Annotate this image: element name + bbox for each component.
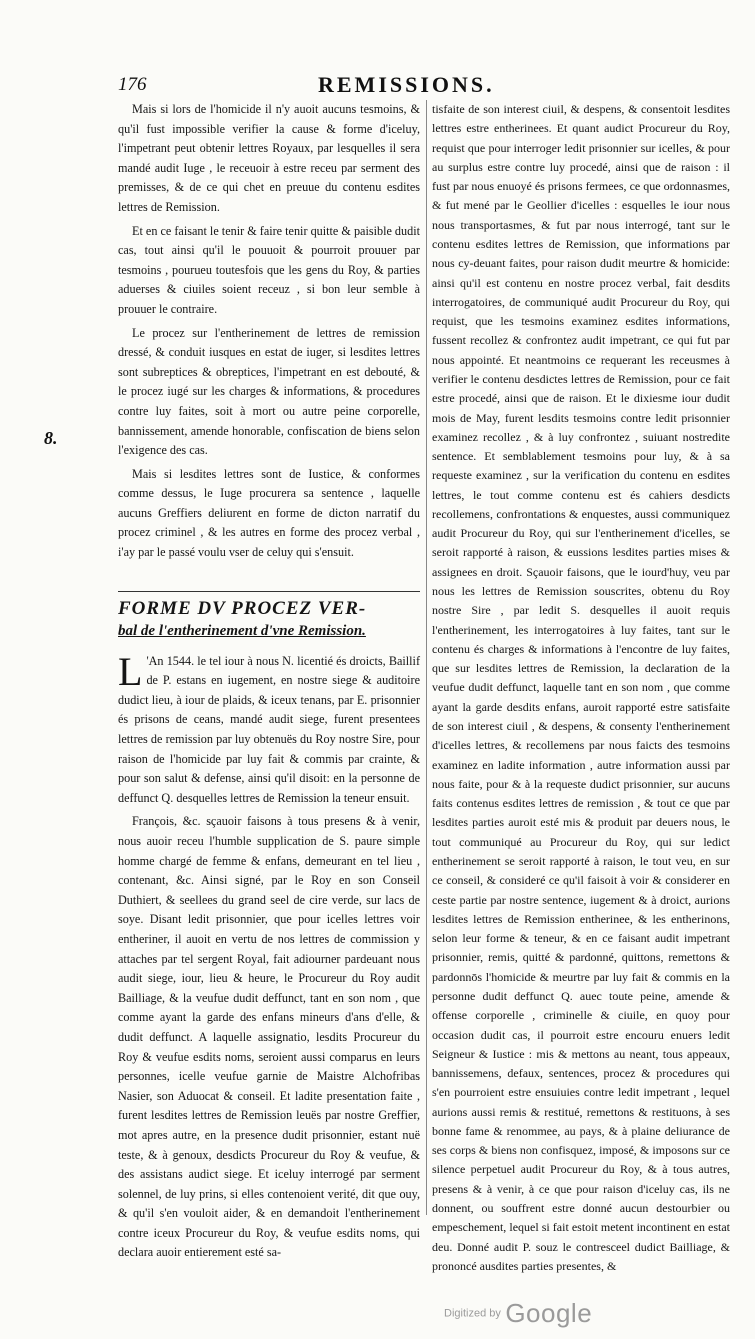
paragraph: François, &c. sçauoir faisons à tous presens & à venir, nous auoir receu l'humble supplication de S. paure simple homme chargé de femme & enfans, demeurant en tel lieu , contenant, &c. Ainsi signé, par le Roy en son Conseil Duthiert, & seellees du grand seel de cire verde, sur lacs de soye. Disant ledit prisonnier, que pour icelles lettres voir entheriner, il auoit en vertu de nos lettres de commission y attaches par tel sergent Royal, fait adiourner pardeuant nous audit siege, iour, lieu & heure, le Procureur du Roy audit Bailliage, & la veufue dudit deffunct, tant en son nom , que comme ayant la garde des enfans mineurs d'ans d'elle, & dudit deffunct. A laquelle assignatio, lesdits Procureur du Roy & veufue esdits noms, seroient aussi comparus en leurs personnes, icelle veufue garnie de Maistre Alchofribas Nasier, son Aduocat & conseil. Et ladite presentation faite , furent lesdites lettres de Remission leuës par nostre Greffier, mot apres autre, en la presence dudit prisonnier, estant nuë teste, & à genoux, desdicts Procureur du Roy & veufue, & des assistans audict siege. Et iceluy interrogé par serment solennel, de luy prins, si elles contenoient verité, dit que ouy, & qu'il s'en vouloit aider, & en demandoit l'entherinement contre iceux Procureur du Roy, & veufue esdits noms, qui declara auoir entierement esté sa- — [118, 814, 420, 1260]
running-title: REMISSIONS. — [318, 72, 495, 97]
margin-note: 8. — [44, 428, 58, 448]
paragraph: Mais si lors de l'homicide il n'y auoit aucuns tesmoins, & qu'il fust impossible verifier la cause & forme d'iceluy, l'impetrant peut obtenir lettres Royaux, par lesquelles il sera mandé audit Iuge , le receuoir à estre receu par serment des premisses, & de ce qui chet en preuue du contenu esdites lettres de Remission. — [118, 102, 420, 214]
digitized-watermark — [444, 1298, 592, 1329]
section-divider — [118, 591, 420, 592]
page-number: 176 — [118, 74, 147, 95]
section-subheading — [118, 620, 420, 642]
section-heading: FORME DV PROCEZ VER- — [118, 597, 367, 619]
section-subheading-text: bal de l'entherinement d'vne Remission. — [118, 622, 366, 639]
paragraph: Le procez sur l'entherinement de lettres de remission dressé, & conduit iusques en estat de iuger, si lesdites lettres sont subreptices & obreptices, l'impetrant en est debouté, & le procez iugé sur les charges & informations, & procedures contre luy faites, soit à mort ou autre peine corporelle, bannissement, amende honorable, confiscation de biens selon l'exigence des cas. — [118, 325, 420, 458]
watermark-caption: Digitized by — [444, 1307, 501, 1320]
paragraph: tisfaite de son interest ciuil, & despens, & consentoit lesdites lettres estre entherinees. Et quant audict Procureur du Roy, requist que pour interroger ledit prisonnier sur icelles, & pour au surplus estre contre luy procedé, ainsi que de raison : il fust par nous enuoyé és prisons fermees, ce que ordonnasmes, & fut mené par le Geollier d'icelles : esquelles le iour nous nous transportasmes, & fut par nous interrogé, tant sur le contenu esdites lettres de Remission, que informations par nous cy-deuant faites, pour raison dudit meurtre & homicide: ainsi qu'il est contenu en nostre procez verbal, fait desdits interrogatoires, de communiqué audit Procureur du Roy, qui requist, que les tesmoins examinez esdites informations, fussent recollez & confrontez audit impetrant, ce qui fut par nous appointé. Et neantmoins ce requerant les receusmes à verifier le contenu desdictes lettres de Remission, pour ce fait estre procedé, ainsi que de raison. Et le dixiesme iour dudit mois de May, furent lesdits tesmoins contre ledit prisonnier examinez recollez , & à luy confrontez , suiuant nostredite sentence. Et semblablement tesmoins pour luy, & à sa requeste examinez , sur la verification du contenu en esdites lettres, le tout comme contenu est és cahiers desdicts recollemens, confrontations & enquestes, aussi communiquez audit Procureur du Roy, qui sur l'entherinement d'icelles, se seroit rapporté à raison, & eussions lesdites parties mises & assignees en droit. Sçauoir faisons, que le iourd'huy, veu par nous les lettres de Remission souscrites, obtenu du Roy nostre Sire , par ledit S. desquelles il auoit requis l'entherinement, les interrogatoires à luy faites, tant sur le contenu és charges & informations à l'encontre de luy faites, que sur lesdites lettres de Remission, la declaration de la veufue dudit deffunct, laquelle tant en son nom , que comme ayant la garde desdits enfans, auroit rapporté estre satisfaite de son interest ciuil , & despens, & consenty l'entherinement d'icelles lettres, & recollemens par nous faicts des tesmoins examinez en ladite information , autre information aussi par nous faite, pour & à la requeste dudict prisonnier, sur aucuns faits contenus esdites lettres de remission , & tout ce que par lesdites parties auroit esté mis & produit par deuers nous, le tout communiqué au Procureur du Roy, qui sur ledict entherinement se seroit rapporté à raison, le tout veu, en sur ce conseil, & consideré ce qu'il faisoit à voir & considerer en ceste partie par nostre sentence, iugement & à droict, aurions lesdites lettres de Remission entherinee, & les entherinons, selon leur forme & teneur, & en ce faisant audit impetrant prisonnier, remis, quitté & pardonné, quittons, remettons & pardonnōs l'homicide & meurtre par luy fait & commis en la personne dudit deffunct Q. auec toute peine, amende & offense corporelle , criminelle & ciuile, en quoy pour occasion dudit cas, il pourroit estre encouru enuers ledit Seigneur & Iustice : mis & mettons au neant, tous appeaux, bannissemens, defaux, sentences, procez & procedures qui s'en pourroient estre ensuiuies contre ledit impetrant , lequel aurions aussi remis & restitué, remettons & restituons, à ses bonne fame & renommee, au pays, & à plaine deliurance de ses corps & biens non confisquez, imposé, & imposons sur ce silence perpetuel audit Procureur du Roy, & à tous autres, presens & à venir, à ce que pour raison d'iceluy cas, ils ne donnent, ou souffrent estre donné aucun destourbier ou empeschement, lequel si fait estoit metent incontinent en estat deu. Donné audit P. souz le contresceel dudict Bailliage, & prononcé ausdites parties presentes, & — [432, 102, 730, 1273]
column-divider — [426, 100, 427, 1215]
google-logo: Google — [505, 1298, 593, 1328]
paragraph-text: 'An 1544. le tel iour à nous N. licentié és droicts, Baillif de P. estans en iugement, en nostre siege & auditoire dudict lieu, à iour de plaids, & iceux tenans, par E. prisonnier és prisons de ceans, mandé audit siege, furent presentees lettres de remission par luy obtenuës du Roy nostre Sire, pour raison de l'homicide par luy fait & commis par crainte, & pour son salut & defense, ainsi qu'il disoit: en la personne de deffunct Q. desquelles lettres de Remission la teneur ensuit. — [118, 653, 420, 805]
drop-cap: L — [118, 648, 143, 694]
paragraph: Mais si lesdites lettres sont de Iustice, & conformes comme dessus, le Iuge procurera sa sentence , laquelle aucuns Greffiers deliurent en forme de dicton narratif du procez criminel , & les autres en forme des procez verbal , i'ay par le passé voulu vser de celuy qui s'ensuit. — [118, 466, 420, 560]
right-column — [432, 100, 730, 1280]
paragraph-dropcap — [118, 648, 420, 809]
paragraph: Et en ce faisant le tenir & faire tenir quitte & paisible dudit cas, tout ainsi qu'il le pouuoit & pourroit prouuer par tesmoins , pourueu toutesfois que les gens du Roy, & parties aduerses & ciuiles soient receuz , si bon leur semble à prouuer le contraire. — [118, 223, 420, 316]
left-column — [118, 100, 420, 1267]
page-header — [118, 72, 718, 100]
